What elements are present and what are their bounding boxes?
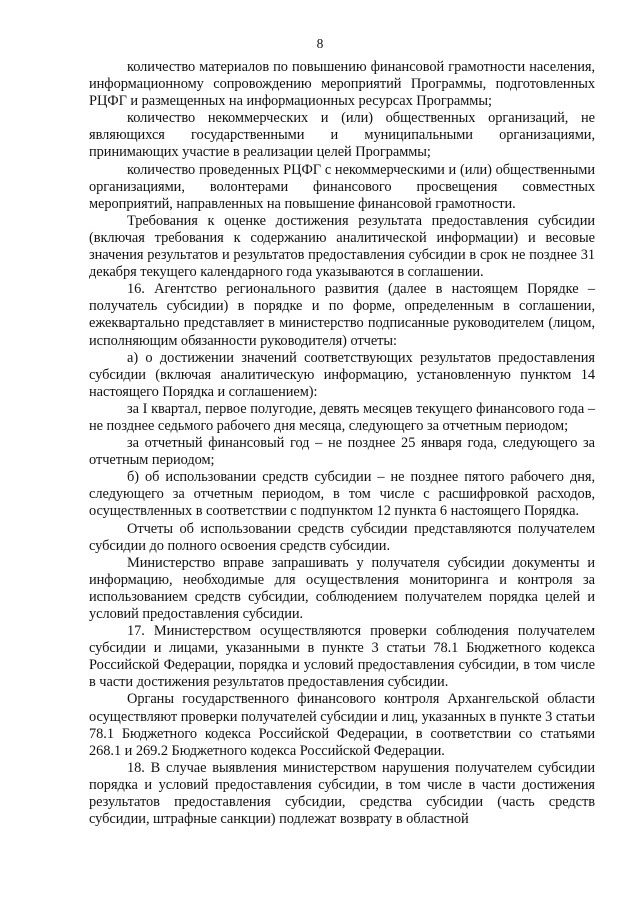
- paragraph-state-financial-control: Органы государственного финансового контроля Архангельской области осуществляют проверки получателей субсидии и лиц, указанных в пункте 3 статьи 78.1 Бюджетного кодекса Российской Федерации, в соответствии со статьями 268.1 и 269.2 Бюджетного кодекса Российской Федерации.: [89, 691, 595, 759]
- paragraph-ministry-request-rights: Министерство вправе запрашивать у получателя субсидии документы и информацию, необходимые для осуществления мониторинга и контроля за использованием средств субсидии, соблюдением получателем порядка целей и условий предоставления субсидии.: [89, 554, 595, 622]
- paragraph-clause-16-b: б) об использовании средств субсидии – не позднее пятого рабочего дня, следующего за отчетным периодом, в том числе с расшифровкой расходов, осуществленных в соответствии с подпунктом 12 пункта 6 настоящего Порядка.: [89, 469, 595, 520]
- paragraph-evaluation-requirements: Требования к оценке достижения результата предоставления субсидии (включая требования к содержанию аналитической информации) и весовые значения результатов и результатов предоставления субсидии в срок не позднее 31 декабря текущего календарного года указываются в соглашении.: [89, 212, 595, 281]
- paragraph-clause-16-a: а) о достижении значений соответствующих результатов предоставления субсидии (включая аналитическую информацию, установленную пунктом 14 настоящего Порядка и соглашением):: [89, 349, 595, 400]
- paragraph-annual-deadline: за отчетный финансовый год – не позднее 25 января года, следующего за отчетным периодом;: [89, 435, 595, 469]
- paragraph-nonprofit-count: количество некоммерческих и (или) общественных организаций, не являющихся государственными и муниципальными организациями, принимающих участие в реализации целей Программы;: [89, 110, 595, 161]
- paragraph-materials-count: количество материалов по повышению финансовой грамотности населения, информационному сопровождению мероприятий Программы, подготовленных РЦФГ и размещенных на информационных ресурсах Программы;: [89, 59, 595, 110]
- paragraph-joint-events-count: количество проведенных РЦФГ с некоммерческими и (или) общественными организациями, волонтерами финансового просвещения совместных мероприятий, направленных на повышение финансовой грамотности.: [89, 161, 595, 212]
- paragraph-clause-18: 18. В случае выявления министерством нарушения получателем субсидии порядка и условий предоставления субсидии, в том числе в части достижения результатов предоставления субсидии, средства субсидии (часть средств субсидии, штрафные санкции) подлежат возврату в областной: [89, 759, 595, 828]
- paragraph-clause-17: 17. Министерством осуществляются проверки соблюдения получателем субсидии и лицами, указанными в пункте 3 статьи 78.1 Бюджетного кодекса Российской Федерации, порядка и условий предоставления субсидии, в том числе в части достижения результатов предоставления субсидии.: [89, 623, 595, 691]
- page-number: 8: [316, 36, 324, 51]
- paragraph-quarterly-deadline: за I квартал, первое полугодие, девять месяцев текущего финансового года – не позднее седьмого рабочего дня месяца, следующего за отчетным периодом;: [89, 400, 595, 434]
- paragraph-clause-16: 16. Агентство регионального развития (далее в настоящем Порядке – получатель субсидии) в порядке и по форме, определенным в соглашении, ежеквартально представляет в министерство подписанные руководителем (лицом, исполняющим обязанности руководителя) отчеты:: [89, 281, 595, 349]
- paragraph-reports-until-spent: Отчеты об использовании средств субсидии представляются получателем субсидии до полного освоения средств субсидии.: [89, 520, 595, 554]
- document-body: [89, 59, 595, 828]
